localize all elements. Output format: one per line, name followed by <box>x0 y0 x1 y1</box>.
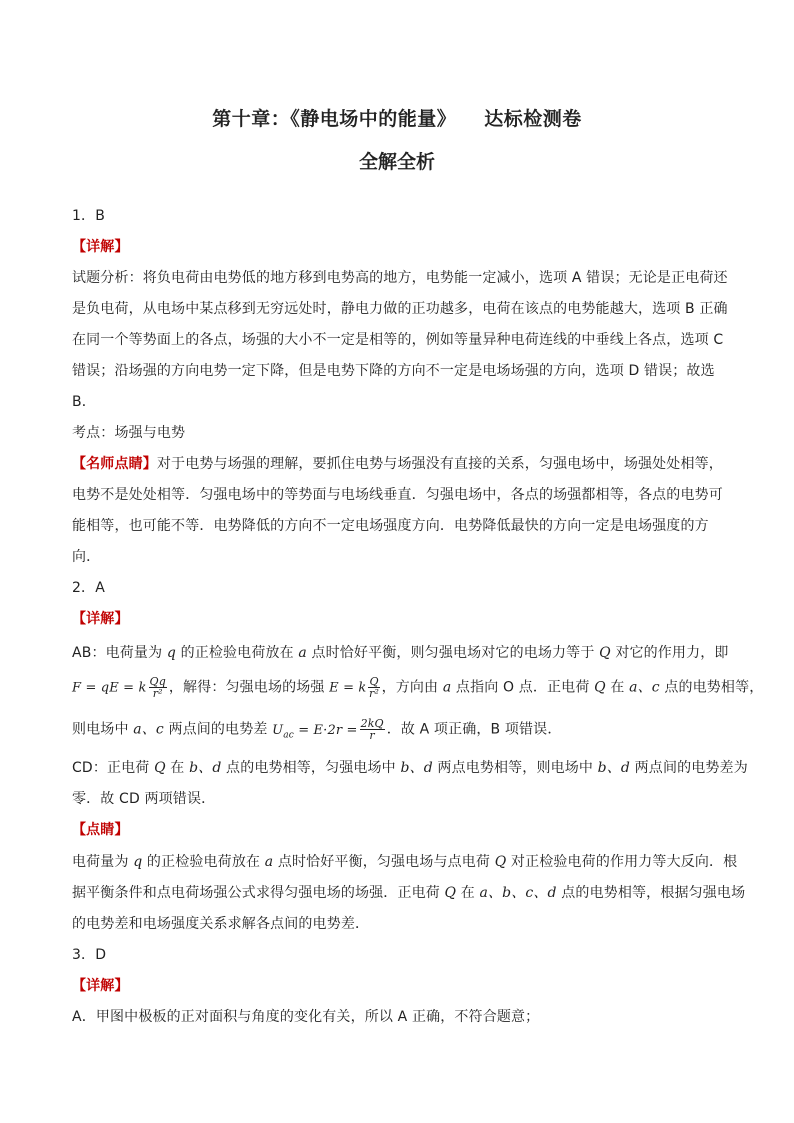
q1-line-3: 在同一个等势面上的各点，场强的大小不一定是相等的，例如等量异种电荷连线的中垂线上各点，选项 C <box>72 332 724 348</box>
q2-detail-tag: 【详解】 <box>72 611 129 627</box>
q1-tip-tag: 【名师点睛】 <box>72 456 157 472</box>
q3-detail-tag: 【详解】 <box>72 978 129 994</box>
force-fraction: $\frac{Qq}{\text{r²}}$ <box>149 675 166 700</box>
q1-tip-line-3: 能相等，也可能不等．电势降低的方向不一定电场强度方向．电势降低最快的方向一定是电场强度的方 <box>72 518 709 534</box>
q2-ab-line-1: AB：电荷量为 q 的正检验电荷放在 a 点时恰好平衡，则匀强电场对它的电场力等于 Q 对它的作用力，即 <box>72 645 729 661</box>
q1-detail-tag: 【详解】 <box>72 239 129 255</box>
document-title <box>0 104 794 131</box>
q1-tip-line-2: 电势不是处处相等．匀强电场中的等势面与电场线垂直．匀强电场中，各点的场强都相等，各点的电势可 <box>72 487 723 503</box>
potential-diff-formula: $U_{ac} = E\cdot 2r$ = <box>272 722 358 741</box>
field-formula: E = k <box>329 680 367 696</box>
force-formula: F = qE = k <box>72 680 147 696</box>
title-test: 达标检测卷 <box>484 108 582 130</box>
q3-answer: 3．D <box>72 947 107 963</box>
document-subtitle: 全解全析 <box>358 151 435 173</box>
q1-tip-line-4: 向． <box>72 549 101 565</box>
q2-tip-line-2: 据平衡条件和点电荷场强公式求得匀强电场的场强．正电荷 Q 在 a、b、c、d 点的电势相等，根据匀强电场 <box>72 885 746 901</box>
q2-tip-line-1: 电荷量为 q 的正检验电荷放在 a 点时恰好平衡，匀强电场与点电荷 Q 对正检验电荷的作用力等大反向．根 <box>72 854 738 870</box>
q2-ab-line-3: 则电场中 a、c 两点间的电势差 $U_{ac} = E\cdot 2r$ = $\frac{2kQ}{r}$ ．故 A 项正确，B 项错误． <box>72 717 562 742</box>
q1-line-4: 错误；沿场强的方向电势一定下降，但是电势下降的方向不一定是电场场强的方向，选项 D 错误；故选 <box>72 363 715 379</box>
q2-tip-tag: 【点睛】 <box>72 822 129 838</box>
q1-keypoint: 考点：场强与电势 <box>72 425 186 441</box>
q1-answer: 1．B <box>72 208 105 224</box>
q2-tip-line-3: 的电势差和电场强度关系求解各点间的电势差． <box>72 916 370 932</box>
q3-line-1: A．甲图中极板的正对面积与角度的变化有关，所以 A 正确，不符合题意； <box>72 1009 540 1025</box>
q1-line-2: 是负电荷，从电场中某点移到无穷远处时，静电力做的正功越多，电荷在该点的电势能越大，选项 B 正确 <box>72 301 728 317</box>
q2-cd-line-1: CD：正电荷 Q 在 b、d 点的电势相等，匀强电场中 b、d 两点电势相等，则电场中 b、d 两点间的电势差为 <box>72 760 748 776</box>
q1-line-1: 试题分析：将负电荷由电势低的地方移到电势高的地方，电势能一定减小，选项 A 错误；无论是正电荷还 <box>72 270 728 286</box>
title-chapter: 第十章：《静电场中的能量》 <box>212 108 457 130</box>
field-fraction: $\frac{Q}{\text{r²}}$ <box>369 675 379 700</box>
potential-diff-fraction: $\frac{2kQ}{r}$ <box>360 717 384 742</box>
q2-cd-line-2: 零．故 CD 两项错误． <box>72 791 216 807</box>
q2-ab-line-2: F = qE = k $\frac{Qq}{\text{r²}}$ ，解得：匀强电场的场强 E = k $\frac{Q}{\text{r²}}$ ，方向由 a 点指向 O 点．正电荷 Q 在 a、c 点的电势相等， <box>72 675 764 700</box>
q1-line-5: B． <box>72 394 96 410</box>
q2-answer: 2．A <box>72 580 105 596</box>
q1-tip-line-1: 【名师点睛】对于电势与场强的理解，要抓住电势与场强没有直接的关系，匀强电场中，场强处处相等， <box>72 456 723 472</box>
